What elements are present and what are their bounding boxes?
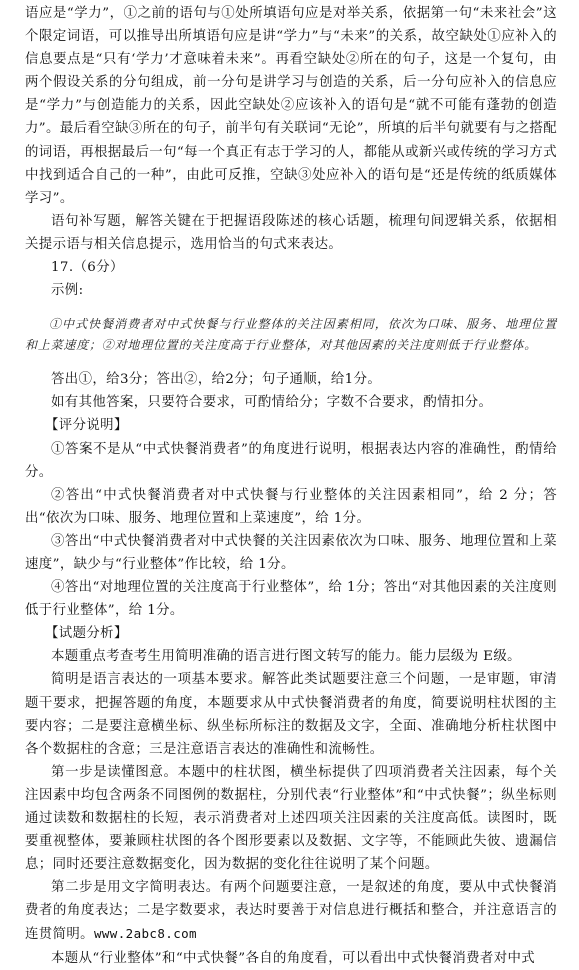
analysis-paragraph-2: 简明是语言表达的一项基本要求。解答此类试题要注意三个问题，一是审题，审清题干要求，把握答题的角度，本题要求从中式快餐消费者的角度，简要说明柱状图的主要内容；二是要注意横坐标、纵坐标所标注的数据及文字，全面、准确地分析柱状图中各个数据柱的含意；三是注意语言表达的准确性和流畅性。 xyxy=(25,672,557,757)
answer-analysis-paragraph: 语应是“学力”，①之前的语句与①处所填语句应是对举关系，依据第一句“未来社会”这个限定词语，可以推导出所填语句应是讲“学力”与“未来”的关系，故空缺处①应补入的信息要点是“只有‘学力’才意味着未来”。再看空缺处②所在的句子，这是一个复句，由两个假设关系的分句组成，前一分句是讲学习与创造的关系，后一分句应补入的信息应是“学力”与创造能力的关系，因此空缺处②应该补入的语句是“就不可能有蓬勃的创造力”。最后看空缺③所在的句子，前半句有关联词“无论”，所填的后半句就要有与之搭配的词语，再根据最后一句“每一个真正有志于学习的人，都能从或新兴或传统的学习方式中找到适合自己的一种”，由此可反推，空缺③处应补入的语句是“还是传统的纸质媒体学习”。 xyxy=(25,6,557,206)
analysis-paragraph-4 xyxy=(0,876,579,946)
analysis-heading: 【试题分析】 xyxy=(45,626,128,642)
watermark-url: www.2abc8.com xyxy=(93,926,197,942)
example-answer-text: ①中式快餐消费者对中式快餐与行业整体的关注因素相同，依次为口味、服务、地理位置和上菜速度；②对地理位置的关注度高于行业整体，对其他因素的关注度则低于行业整体。 xyxy=(25,317,557,353)
scoring-rule-2: 如有其他答案，只要符合要求，可酌情给分；字数不合要求，酌情扣分。 xyxy=(51,395,493,411)
analysis-paragraph-4-text: 第二步是用文字简明表达。有两个问题要注意，一是叙述的角度，要从中式快餐消费者的角度表达；二是字数要求，表达时要善于对信息进行概括和整合，并注意语言的连贯简明。 xyxy=(25,880,557,943)
analysis-paragraph-3: 第一步是读懂图意。本题中的柱状图，横坐标提供了四项消费者关注因素，每个关注因素中均包含两条不同图例的数据柱，分别代表“行业整体”和“中式快餐”；纵坐标则通过读数和数据柱的长短，表示消费者对上述四项关注因素的关注度高低。读图时，既要重视整体，要兼顾柱状图的各个图形要素以及数据、文字等，不能顾此失彼、遗漏信息；同时还要注意数据变化，因为数据的变化往往说明了某个问题。 xyxy=(25,764,557,873)
analysis-paragraph-1: 本题重点考查考生用简明准确的语言进行图文转写的能力。能力层级为 E级。 xyxy=(51,649,521,665)
scoring-rule-1: 答出①，给3分；答出②，给2分；句子通顺，给1分。 xyxy=(51,372,382,388)
rating-note-2: ②答出“中式快餐消费者对中式快餐与行业整体的关注因素相同”，给 2 分；答出“依次为口味、服务、地理位置和上菜速度”，给 1分。 xyxy=(25,487,557,526)
rating-note-4: ④答出“对地理位置的关注度高于行业整体”，给 1分；答出“对其他因素的关注度则低于行业整体”，给 1分。 xyxy=(25,580,557,619)
rating-notes-heading: 【评分说明】 xyxy=(45,418,128,434)
rating-note-1: ①答案不是从“中式快餐消费者”的角度进行说明，根据表达内容的准确性，酌情给分。 xyxy=(25,441,557,480)
rating-note-3: ③答出“中式快餐消费者对中式快餐的关注因素依次为口味、服务、地理位置和上菜速度”，缺少与“行业整体”作比较，给 1分。 xyxy=(25,533,557,572)
analysis-paragraph-5: 本题从“行业整体”和“中式快餐”各自的角度看，可以看出中式快餐消费者对中式 xyxy=(51,950,536,966)
question-number: 17.（6分） xyxy=(51,260,124,276)
example-label: 示例: xyxy=(51,283,84,299)
method-summary-paragraph: 语句补写题，解答关键在于把握语段陈述的核心话题，梳理句间逻辑关系，依据相关提示语与相关信息提示，选用恰当的句式来表达。 xyxy=(25,213,557,252)
